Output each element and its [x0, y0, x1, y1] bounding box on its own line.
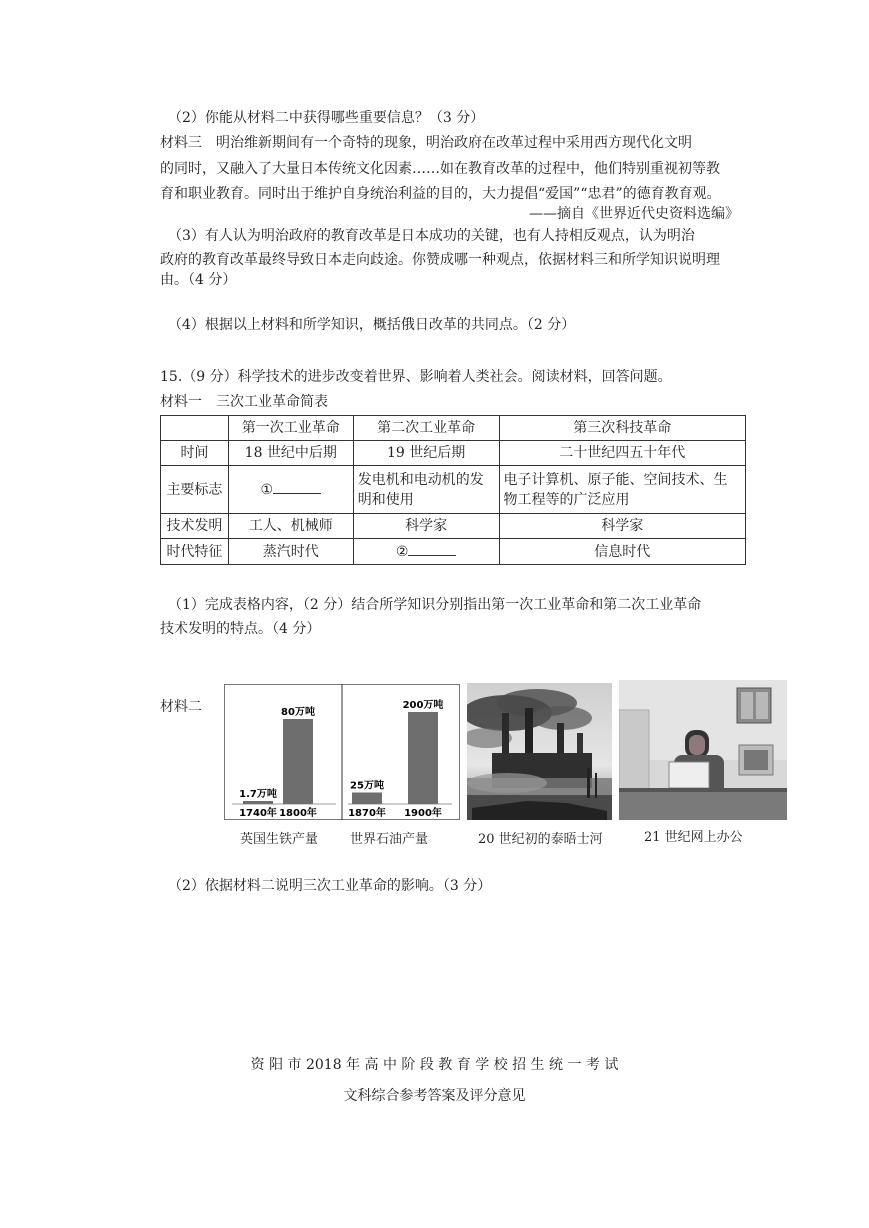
table-row: [161, 441, 746, 466]
blank-marker: ②: [395, 544, 409, 560]
footer-subtitle: 文科综合参考答案及评分意见: [343, 1088, 526, 1104]
chart-bar: [283, 719, 313, 804]
table-cell: 主要标志: [161, 466, 229, 514]
table-row: [161, 539, 746, 565]
table-cell: 第一次工业革命: [228, 416, 353, 441]
fill-blank: [408, 541, 456, 556]
table-cell: 发电机和电动机的发明和使用: [353, 466, 499, 514]
material3-source: ——摘自《世界近代史资料选编》: [529, 206, 739, 222]
chart-bar: [243, 801, 273, 804]
photo1-caption: 20 世纪初的泰晤士河: [478, 832, 603, 847]
blank-marker: ①: [260, 482, 274, 498]
material1-title: 材料一 三次工业革命简表: [160, 394, 328, 410]
question-3-line1: （3）有人认为明治政府的教育改革是日本成功的关键，也有人持相反观点，认为明治: [168, 228, 695, 244]
table-row: [161, 466, 746, 514]
data-label: 80万吨: [281, 707, 315, 718]
thames-factory-photo: [467, 683, 612, 820]
table-cell-blank-1: [228, 466, 353, 514]
table-cell: 信息时代: [499, 539, 746, 565]
data-label: 1.7万吨: [239, 789, 277, 800]
table-cell: 第三次科技革命: [499, 416, 746, 441]
material2-label: 材料二: [160, 699, 202, 715]
table-cell: 时代特征: [161, 539, 229, 565]
table-cell: 第二次工业革命: [353, 416, 499, 441]
chart1-caption: 英国生铁产量: [240, 832, 319, 847]
data-label: 25万吨: [350, 780, 384, 792]
chart-bar: [408, 712, 438, 804]
material3-line3: 育和职业教育。同时出于维护自身统治利益的目的，大力提倡“爱国”“忠君”的德育教育观。: [160, 186, 721, 202]
table-cell: 科学家: [499, 514, 746, 539]
photo2-caption: 21 世纪网上办公: [644, 830, 743, 845]
table-cell: [161, 416, 229, 441]
question-2: （2）你能从材料二中获得哪些重要信息？（3 分）: [168, 110, 485, 126]
category-label: 1900年: [404, 808, 442, 819]
table-cell: 蒸汽时代: [228, 539, 353, 565]
question-15: 15.（9 分）科学技术的进步改变着世界、影响着人类社会。阅读材料，回答问题。: [160, 369, 672, 385]
material3-line2: 的同时，又融入了大量日本传统文化因素……如在教育改革的过程中，他们特别重视初等教: [160, 161, 720, 177]
online-office-photo: [619, 680, 787, 820]
table-cell: 技术发明: [161, 514, 229, 539]
footer-title: 资 阳 市 2018 年 高 中 阶 段 教 育 学 校 招 生 统 一 考 试: [250, 1057, 619, 1073]
category-label: 1870年: [348, 808, 386, 819]
production-bar-charts: [224, 684, 460, 820]
table-cell: 18 世纪中后期: [228, 441, 353, 466]
table-cell: 19 世纪后期: [353, 441, 499, 466]
table-cell-blank-2: [353, 539, 499, 565]
fill-blank: [273, 479, 321, 494]
chart2-caption: 世界石油产量: [350, 832, 429, 847]
material3-line1: 材料三 明治维新期间有一个奇特的现象，明治政府在改革过程中采用西方现代化文明: [160, 135, 692, 151]
table-cell: 电子计算机、原子能、空间技术、生物工程等的广泛应用: [499, 466, 746, 514]
question-15-2: （2）依据材料二说明三次工业革命的影响。（3 分）: [168, 878, 492, 894]
data-label: 200万吨: [402, 700, 444, 711]
table-row: [161, 514, 746, 539]
table-cell: 工人、机械师: [228, 514, 353, 539]
category-label: 1800年: [279, 808, 317, 819]
question-4: （4）根据以上材料和所学知识，概括俄日改革的共同点。（2 分）: [168, 317, 576, 333]
table-cell: 时间: [161, 441, 229, 466]
question-15-1-line1: （1）完成表格内容，（2 分）结合所学知识分别指出第一次工业革命和第二次工业革命: [168, 597, 702, 613]
question-3-line2: 政府的教育改革最终导致日本走向歧途。你赞成哪一种观点，依据材料三和所学知识说明理: [160, 252, 720, 268]
industrial-revolution-table: [160, 415, 746, 565]
table-cell: 科学家: [353, 514, 499, 539]
chart-bar: [352, 793, 382, 805]
question-15-1-line2: 技术发明的特点。（4 分）: [160, 621, 321, 637]
question-3-line3: 由。（4 分）: [160, 272, 237, 288]
table-cell: 二十世纪四五十年代: [499, 441, 746, 466]
category-label: 1740年: [239, 808, 277, 819]
table-header-row: [161, 416, 746, 441]
